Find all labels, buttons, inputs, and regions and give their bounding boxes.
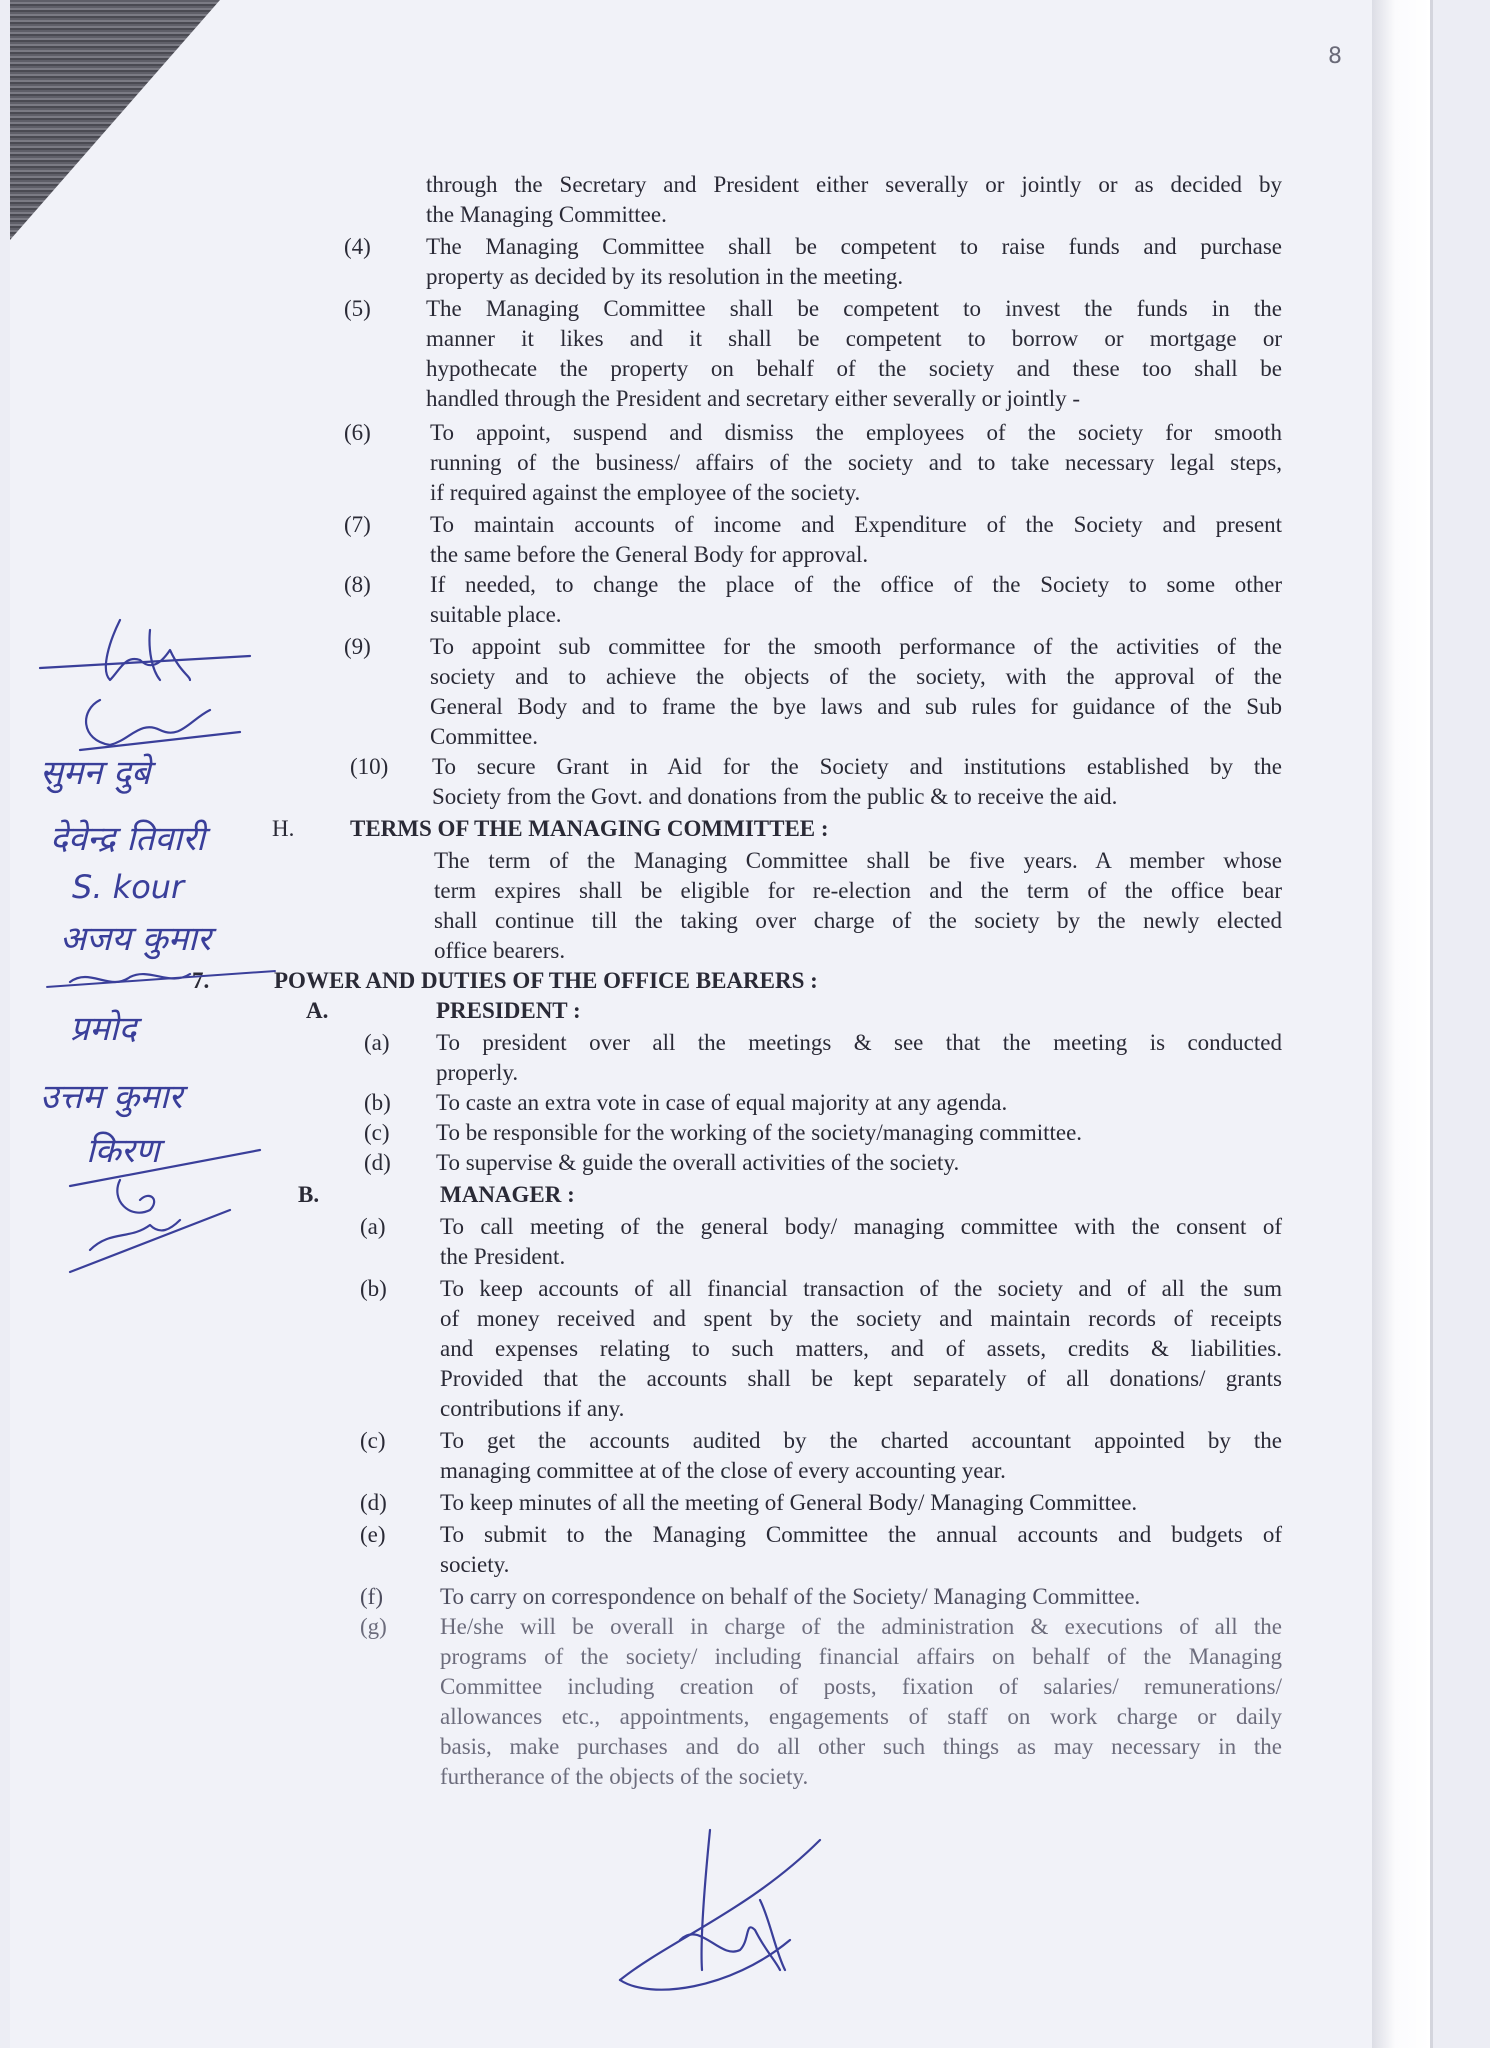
item-number: (c)	[360, 1428, 386, 1453]
page-number: 8	[1328, 44, 1342, 69]
item-line: managing committee at of the close of every accounting year.	[440, 1458, 1006, 1483]
item-number: (b)	[360, 1276, 387, 1301]
item-line: To appoint, suspend and dismiss the employees of the society for smooth	[430, 420, 1282, 445]
item-line: To submit to the Managing Committee the annual accounts and budgets of	[440, 1522, 1282, 1547]
item-number: (8)	[344, 572, 371, 597]
item-number: (c)	[364, 1120, 390, 1145]
section-line: shall continue till the taking over charge of the society by the newly elected	[434, 908, 1282, 933]
item-number: (d)	[360, 1490, 387, 1515]
intro-line: the Managing Committee.	[426, 202, 667, 227]
document-page	[10, 0, 1433, 2048]
item-line: Committee.	[430, 724, 538, 749]
item-line: The Managing Committee shall be competent to raise funds and purchase	[426, 234, 1282, 259]
item-line: running of the business/ affairs of the society and to take necessary legal steps,	[430, 450, 1282, 475]
item-line: handled through the President and secretary either severally or jointly -	[426, 386, 1081, 411]
item-line: General Body and to frame the bye laws and sub rules for guidance of the Sub	[430, 694, 1282, 719]
item-line: To carry on correspondence on behalf of the Society/ Managing Committee.	[440, 1584, 1141, 1609]
margin-signature: देवेन्द्र तिवारी	[50, 819, 205, 859]
margin-signature: प्रमोद	[70, 1009, 137, 1049]
section-label: H.	[272, 816, 295, 841]
item-line: To caste an extra vote in case of equal majority at any agenda.	[436, 1090, 1008, 1115]
margin-signature: अजय कुमार	[60, 919, 211, 959]
item-line: Provided that the accounts shall be kept separately of all donations/ grants	[440, 1366, 1282, 1391]
margin-signature: S. kour	[72, 868, 185, 906]
bottom-signature	[610, 1820, 840, 2000]
item-line: the same before the General Body for approval.	[430, 542, 869, 567]
folded-corner	[10, 0, 220, 240]
subsection-heading: MANAGER :	[440, 1182, 575, 1207]
margin-signature-scribble	[30, 600, 270, 690]
item-line: suitable place.	[430, 602, 562, 627]
item-line: contributions if any.	[440, 1396, 625, 1421]
section-line: term expires shall be eligible for re-election and the term of the office bear	[434, 878, 1282, 903]
margin-signature: सुमन दुबे	[40, 753, 151, 793]
item-line: To keep accounts of all financial transaction of the society and of all the sum	[440, 1276, 1282, 1301]
margin-signature-scribble	[60, 1140, 300, 1280]
section-heading: TERMS OF THE MANAGING COMMITTEE :	[350, 816, 829, 841]
item-number: (5)	[344, 296, 371, 321]
item-line: and expenses relating to such matters, and of assets, credits & liabilities.	[440, 1336, 1282, 1361]
section-line: office bearers.	[434, 938, 566, 963]
item-line: of money received and spent by the society and maintain records of receipts	[440, 1306, 1282, 1331]
item-line: properly.	[436, 1060, 519, 1085]
item-line: To keep minutes of all the meeting of General Body/ Managing Committee.	[440, 1490, 1138, 1515]
item-number: (4)	[344, 234, 371, 259]
item-line: society.	[440, 1552, 510, 1577]
section-line: The term of the Managing Committee shall be five years. A member whose	[434, 848, 1282, 873]
item-line: society and to achieve the objects of the society, with the approval of the	[430, 664, 1282, 689]
item-line: Society from the Govt. and donations from the public & to receive the aid.	[432, 784, 1118, 809]
item-line: programs of the society/ including financial affairs on behalf of the Managing	[440, 1644, 1282, 1669]
section-heading: POWER AND DUTIES OF THE OFFICE BEARERS :	[274, 968, 818, 993]
item-line: furtherance of the objects of the society.	[440, 1764, 809, 1789]
item-number: (a)	[364, 1030, 390, 1055]
item-line: if required against the employee of the society.	[430, 480, 861, 505]
item-number: (a)	[360, 1214, 386, 1239]
item-line: the President.	[440, 1244, 566, 1269]
item-line: To maintain accounts of income and Expenditure of the Society and present	[430, 512, 1282, 537]
subsection-heading: PRESIDENT :	[436, 998, 581, 1023]
item-number: (d)	[364, 1150, 391, 1175]
item-line: Committee including creation of posts, fixation of salaries/ remunerations/	[440, 1674, 1282, 1699]
item-number: (10)	[350, 754, 389, 779]
section-number: 7.	[192, 968, 210, 993]
margin-signature-scribble	[50, 962, 210, 1002]
scan-edge	[1372, 0, 1430, 2048]
item-line: The Managing Committee shall be competent to invest the funds in the	[426, 296, 1282, 321]
item-line: To president over all the meetings & see that the meeting is conducted	[436, 1030, 1282, 1055]
item-line: property as decided by its resolution in the meeting.	[426, 264, 904, 289]
item-line: To secure Grant in Aid for the Society and institutions established by the	[432, 754, 1282, 779]
item-line: He/she will be overall in charge of the administration & executions of all the	[440, 1614, 1282, 1639]
margin-signature: उत्तम कुमार	[40, 1077, 183, 1117]
subsection-label: A.	[306, 998, 329, 1023]
item-number: (g)	[360, 1614, 387, 1639]
margin-signature: किरण	[86, 1131, 160, 1171]
item-number: (f)	[360, 1584, 383, 1609]
item-number: (9)	[344, 634, 371, 659]
item-line: manner it likes and it shall be competent to borrow or mortgage or	[426, 326, 1282, 351]
subsection-label: B.	[298, 1182, 320, 1207]
item-line: allowances etc., appointments, engagements of staff on work charge or daily	[440, 1704, 1282, 1729]
item-line: hypothecate the property on behalf of the society and these too shall be	[426, 356, 1282, 381]
item-number: (6)	[344, 420, 371, 445]
item-line: basis, make purchases and do all other such things as may necessary in the	[440, 1734, 1282, 1759]
item-line: To get the accounts audited by the charted accountant appointed by the	[440, 1428, 1282, 1453]
item-line: To supervise & guide the overall activities of the society.	[436, 1150, 960, 1175]
item-line: If needed, to change the place of the office of the Society to some other	[430, 572, 1282, 597]
item-line: To be responsible for the working of the society/managing committee.	[436, 1120, 1083, 1145]
item-number: (7)	[344, 512, 371, 537]
item-number: (b)	[364, 1090, 391, 1115]
item-line: To call meeting of the general body/ managing committee with the consent of	[440, 1214, 1282, 1239]
item-line: To appoint sub committee for the smooth performance of the activities of the	[430, 634, 1282, 659]
intro-line: through the Secretary and President either severally or jointly or as decided by	[426, 172, 1282, 197]
item-number: (e)	[360, 1522, 386, 1547]
